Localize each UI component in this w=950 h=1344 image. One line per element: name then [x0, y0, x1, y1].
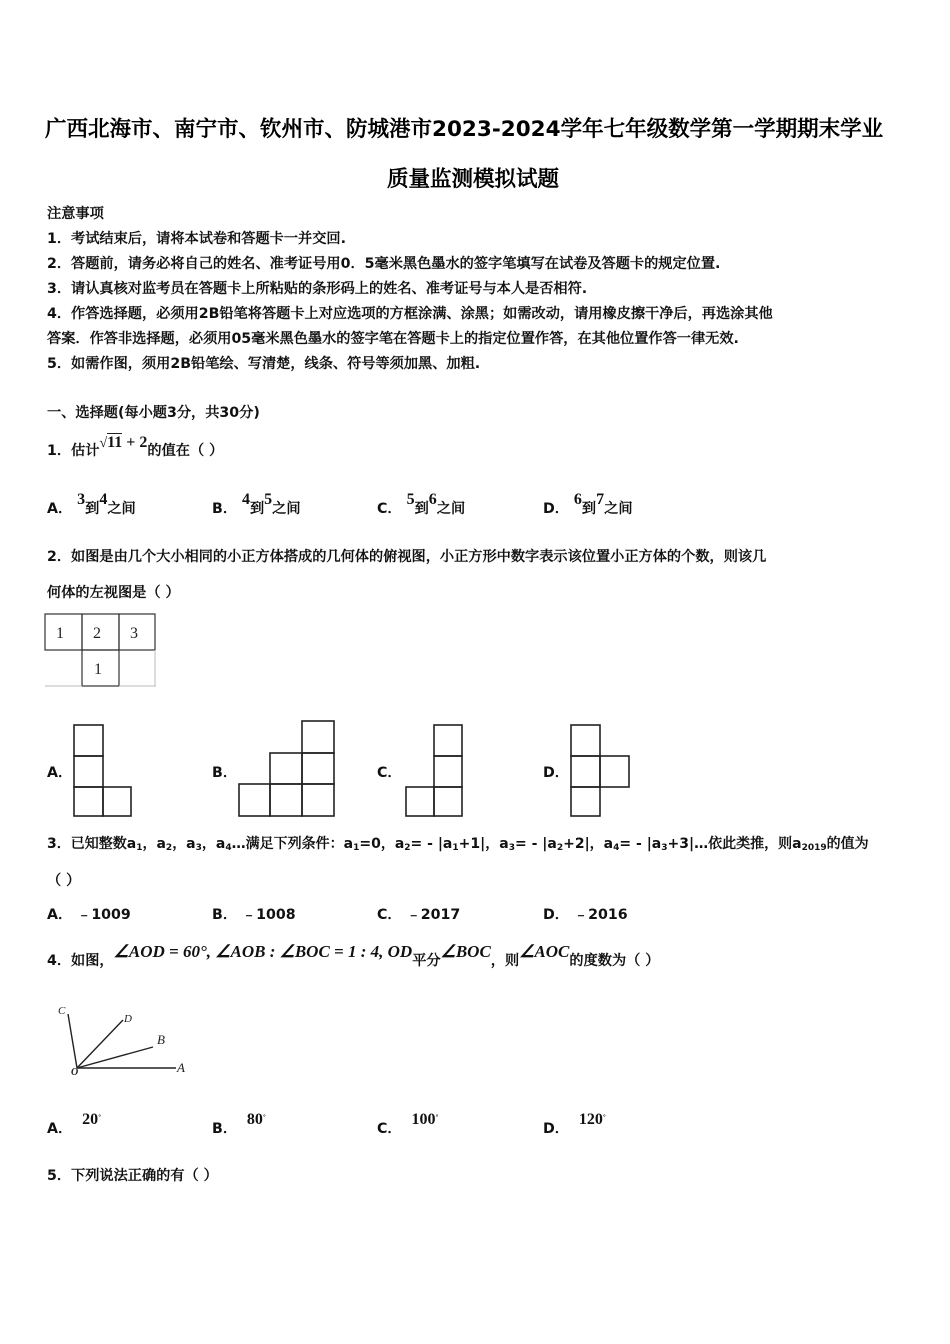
page-title: 广西北海市、南宁市、钦州市、防城港市2023-2024学年七年级数学第一学期期末学业	[45, 117, 884, 142]
sqrt-expression: √11 + 2	[99, 434, 148, 451]
notice-item: 答案．作答非选择题，必须用05毫米黑色墨水的签字笔在答题卡上的指定位置作答，在其他位置作答一律无效.	[47, 331, 739, 347]
q4-math-angle: ∠BOC	[440, 942, 491, 961]
option-word-to: 到	[414, 501, 429, 517]
option-value: 120	[578, 1111, 603, 1128]
q1-option-a[interactable]	[47, 491, 136, 518]
notice-item: 2．答题前，请务必将自己的姓名、准考证号用0．5毫米黑色墨水的签字笔填写在试卷及答题卡的规定位置.	[47, 256, 721, 272]
q2-option-c-label[interactable]: C．	[377, 765, 402, 781]
degree-mark: °	[602, 1114, 606, 1121]
option-word-between: 之间	[272, 501, 301, 517]
option-value: 20	[82, 1111, 99, 1128]
label-c: C	[58, 1005, 66, 1017]
sub: 1	[136, 843, 143, 853]
question-5: 5．下列说法正确的有（ ）	[47, 1168, 218, 1184]
label-b: B	[157, 1032, 165, 1047]
question-2-line1: 2．如图是由几个大小相同的小正方体搭成的几何体的俯视图，小正方形中数字表示该位置小正方体的个数，则该几	[47, 549, 767, 565]
option-to: 4	[99, 491, 108, 508]
q4-math-condition: ∠AOD = 60°, ∠AOB : ∠BOC = 1 : 4, OD	[113, 942, 413, 961]
grid-number: 1	[94, 661, 102, 678]
option-letter: A．	[47, 907, 73, 923]
sub: 1	[452, 843, 459, 853]
option-letter: B．	[212, 501, 238, 517]
q3-text: 的值为	[826, 836, 869, 852]
q2-option-a-figure[interactable]	[73, 722, 133, 818]
option-letter: C．	[377, 501, 402, 517]
option-from: 6	[573, 491, 582, 508]
q2-option-d-label[interactable]: D．	[543, 765, 569, 781]
sub: 2	[556, 843, 564, 853]
option-to: 6	[428, 491, 437, 508]
label-o: O	[71, 1067, 79, 1078]
q1-option-c[interactable]	[377, 491, 466, 518]
sub: 3	[508, 843, 515, 853]
option-value: ﹣1008	[241, 907, 296, 923]
option-from: 3	[77, 491, 86, 508]
q3-text: 3．已知整数a	[47, 836, 137, 852]
q1-option-b[interactable]	[212, 491, 301, 518]
option-letter: B．	[212, 907, 238, 923]
q3-option-c[interactable]	[377, 904, 460, 924]
q1-option-d[interactable]	[543, 491, 633, 518]
q3-option-b[interactable]	[212, 904, 296, 924]
degree-mark: °	[435, 1114, 439, 1121]
option-letter: D．	[543, 907, 569, 923]
q3-option-d[interactable]	[543, 904, 628, 924]
question-1	[47, 434, 224, 460]
q4-option-a[interactable]	[47, 1111, 102, 1138]
sub: 2	[404, 843, 411, 853]
notice-heading: 注意事项	[47, 206, 104, 222]
sub: 4	[225, 843, 232, 853]
q2-option-b-figure[interactable]	[238, 720, 336, 818]
option-from: 5	[406, 491, 415, 508]
sub: 2019	[801, 843, 827, 853]
degree-mark: °	[262, 1114, 266, 1121]
q3-text: +2|，a	[563, 836, 614, 852]
option-from: 4	[241, 491, 250, 508]
notice-item: 3．请认真核对监考员在答题卡上所粘贴的条形码上的姓名、准考证号与本人是否相符.	[47, 281, 588, 297]
option-letter: D．	[543, 1121, 569, 1137]
option-value: 100	[411, 1111, 436, 1128]
degree-mark: °	[98, 1114, 102, 1121]
q3-text: =0，a	[359, 836, 405, 852]
q4-suffix: 的度数为（ ）	[569, 953, 660, 969]
q3-option-a[interactable]	[47, 904, 131, 924]
grid-number: 1	[56, 625, 64, 642]
q3-text: +3|…依此类推，则a	[667, 836, 802, 852]
option-word-between: 之间	[436, 501, 466, 517]
q4-option-d[interactable]	[543, 1111, 606, 1138]
sub: 1	[353, 843, 360, 853]
q3-text: +1|，a	[458, 836, 509, 852]
question-3-line1	[47, 833, 869, 853]
q3-text: …满足下列条件：a	[231, 836, 354, 852]
notice-item: 5．如需作图，须用2B铅笔绘、写清楚，线条、符号等须加黑、加粗.	[47, 356, 481, 372]
radicand: 11	[107, 434, 123, 451]
notice-item: 4．作答选择题，必须用2B铅笔将答题卡上对应选项的方框涂满、涂黑；如需改动，请用橡皮擦干净后，再选涂其他	[47, 306, 773, 322]
q3-text: = - |a	[410, 836, 453, 852]
sub: 4	[613, 843, 620, 853]
option-letter: A．	[47, 501, 73, 517]
option-value: 80	[246, 1111, 263, 1128]
q2-option-a-label[interactable]: A．	[47, 765, 73, 781]
sub: 3	[661, 843, 668, 853]
option-word-to: 到	[581, 501, 597, 517]
option-word-between: 之间	[107, 501, 136, 517]
option-letter: A．	[47, 1121, 73, 1137]
sub: 2	[165, 843, 173, 853]
notice-item: 1．考试结束后，请将本试卷和答题卡一并交回.	[47, 231, 347, 247]
q1-prefix: 1．估计	[47, 443, 100, 459]
option-value: ﹣1009	[77, 907, 131, 923]
q2-option-b-label[interactable]: B．	[212, 765, 238, 781]
q4-prefix: 4．如图，	[47, 953, 114, 969]
q4-text: ，则	[490, 953, 520, 969]
q3-text: = - |a	[514, 836, 557, 852]
question-2-line2: 何体的左视图是（ ）	[47, 585, 180, 601]
option-letter: C．	[377, 907, 402, 923]
option-letter: B．	[212, 1121, 238, 1137]
label-d: D	[124, 1013, 132, 1025]
q4-option-c[interactable]	[377, 1111, 439, 1138]
q4-option-b[interactable]	[212, 1111, 266, 1138]
q4-math-angle: ∠AOC	[519, 942, 570, 961]
sub: 3	[195, 843, 202, 853]
q3-text: ，a	[172, 836, 196, 852]
option-value: ﹣2016	[573, 907, 628, 923]
grid-number: 2	[93, 625, 101, 642]
top-view-grid	[44, 613, 158, 689]
q3-text: ，a	[142, 836, 166, 852]
plus-two: + 2	[126, 434, 148, 451]
page-title-line2: 质量监测模拟试题	[387, 167, 560, 192]
option-word-to: 到	[85, 501, 100, 517]
option-to: 5	[264, 491, 273, 508]
label-a: A	[177, 1060, 185, 1075]
question-4	[47, 942, 660, 970]
q3-text: = - |a	[619, 836, 662, 852]
q3-text: ，a	[201, 836, 226, 852]
q1-suffix: 的值在（ ）	[147, 443, 224, 459]
q4-text: 平分	[412, 953, 441, 969]
option-word-between: 之间	[604, 501, 633, 517]
option-to: 7	[596, 491, 605, 508]
q2-option-d-figure[interactable]	[570, 722, 632, 818]
angle-figure	[56, 1000, 196, 1080]
grid-number: 3	[130, 625, 138, 642]
option-value: ﹣2017	[406, 907, 461, 923]
option-letter: D．	[543, 501, 569, 517]
option-word-to: 到	[249, 501, 265, 517]
q2-option-c-figure[interactable]	[405, 722, 465, 818]
option-letter: C．	[377, 1121, 402, 1137]
section-heading: 一、选择题(每小题3分，共30分)	[47, 405, 260, 421]
q3-paren: （ ）	[47, 873, 81, 889]
